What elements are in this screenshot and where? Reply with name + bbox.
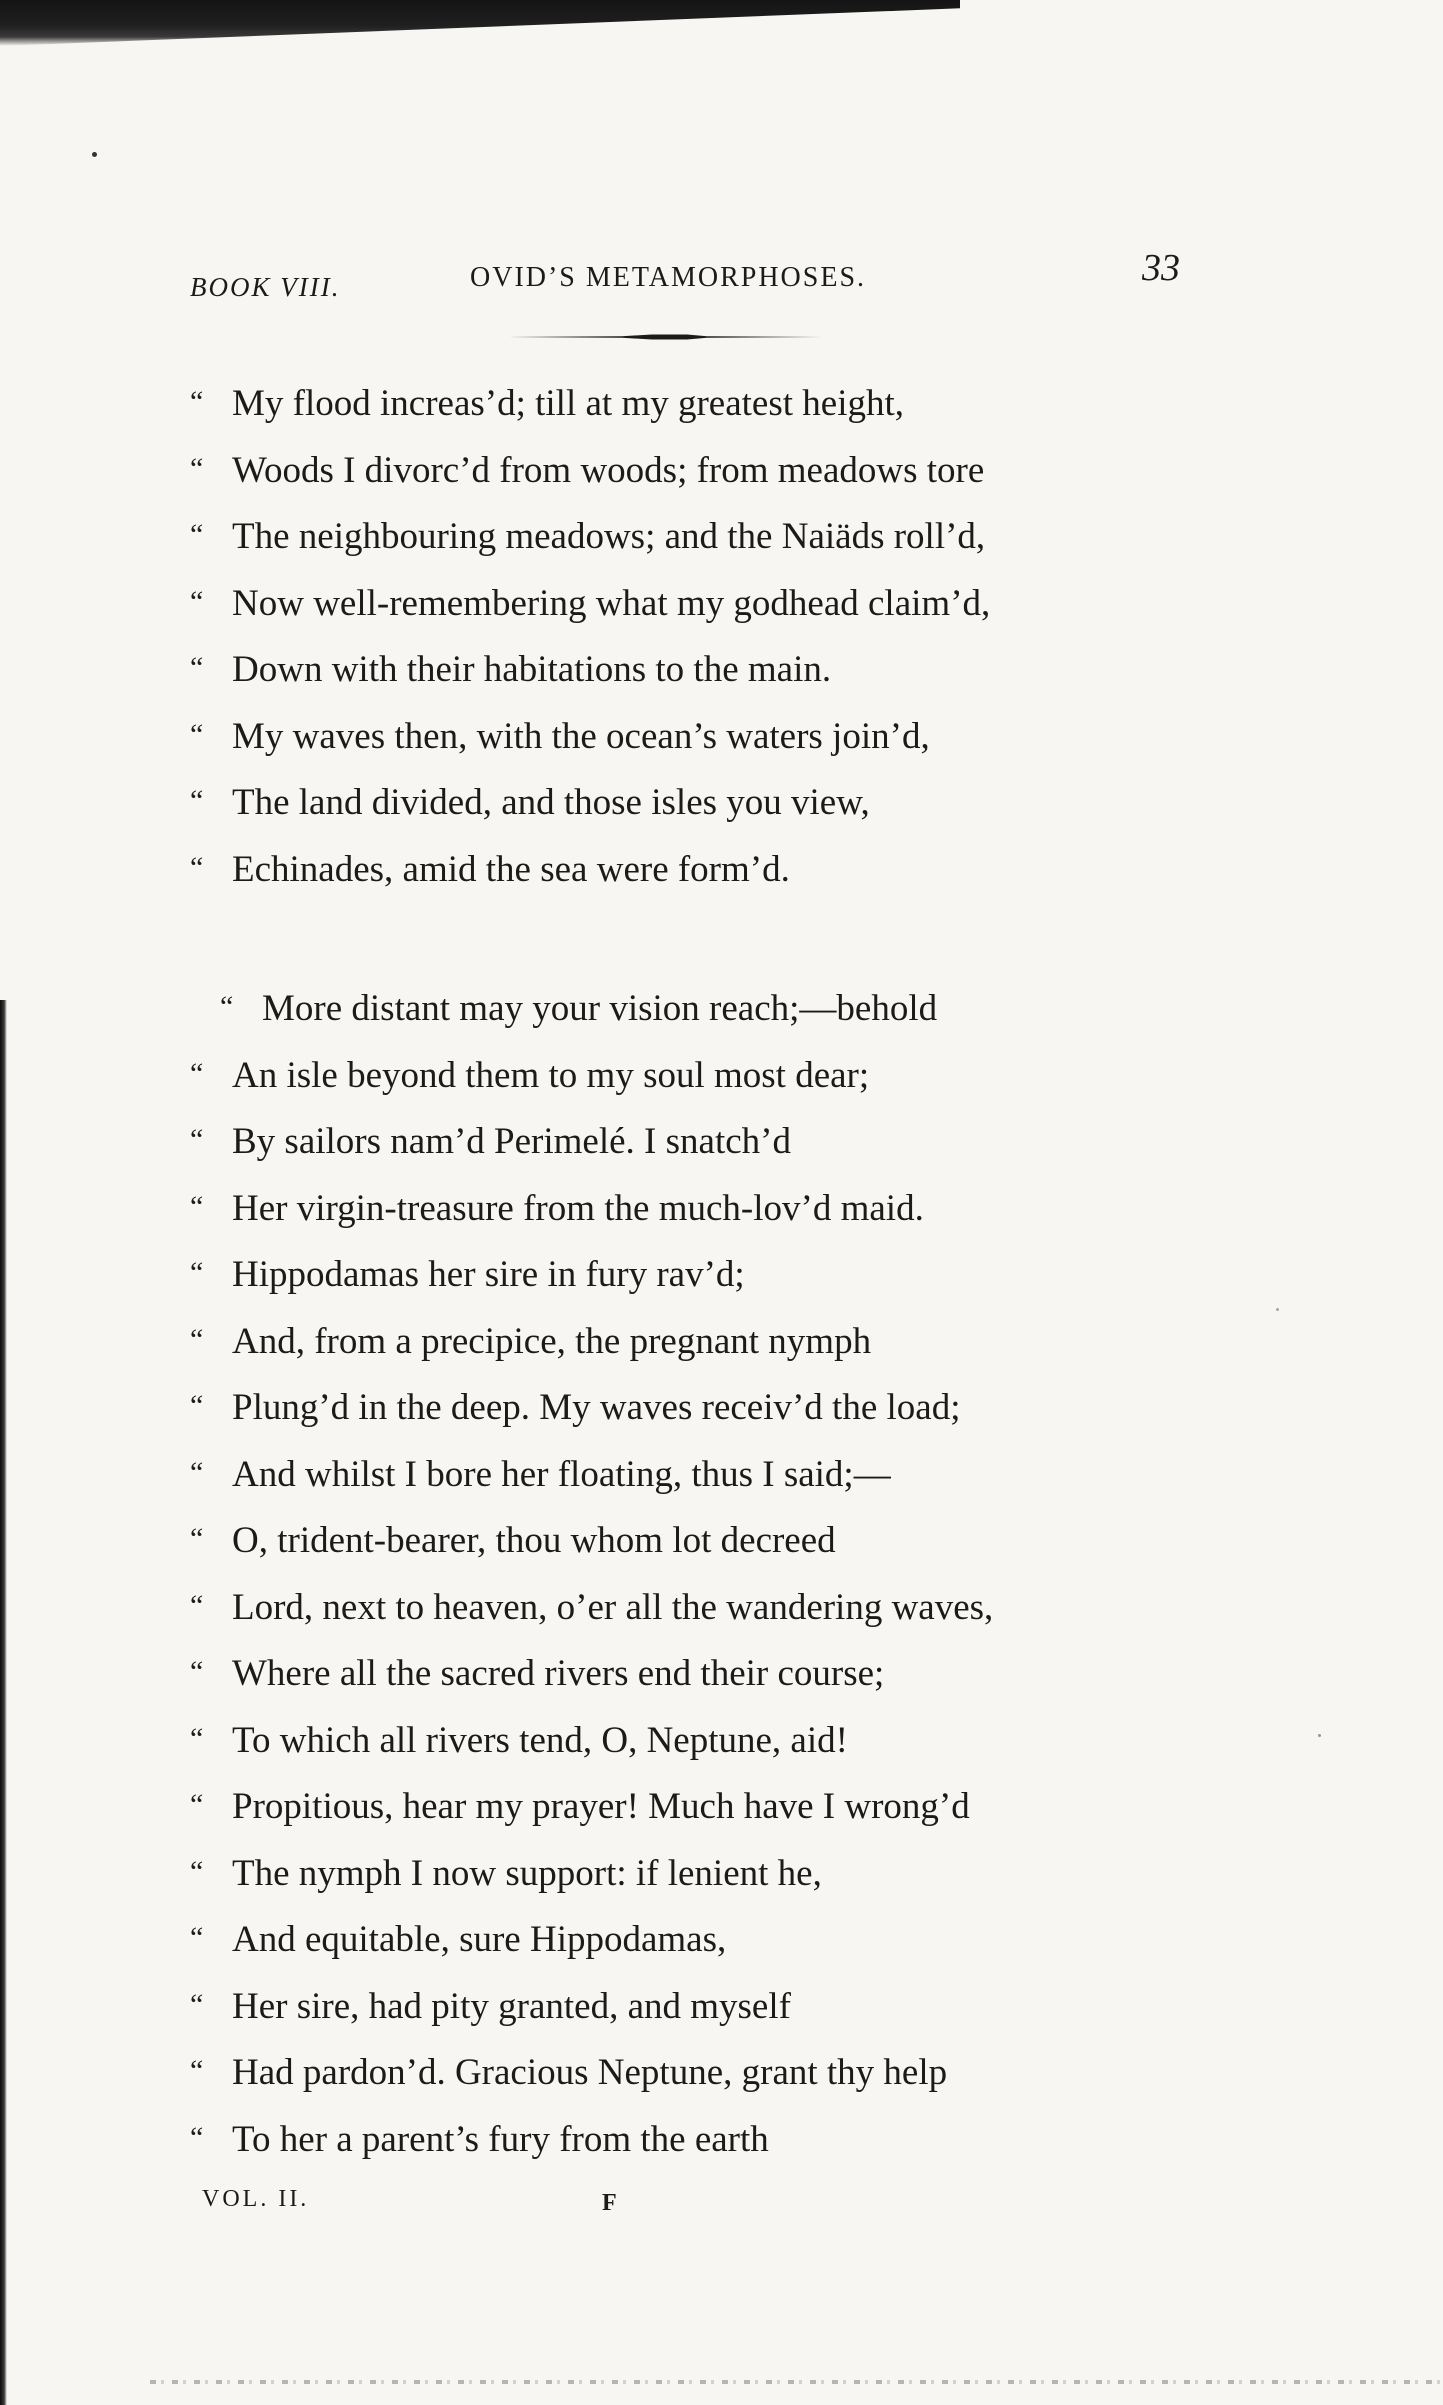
- quote-mark: “: [190, 2120, 204, 2154]
- quote-mark: “: [190, 1721, 204, 1755]
- verse-text: An isle beyond them to my soul most dear;: [232, 1054, 870, 1096]
- verse-line: [190, 1041, 1190, 1108]
- verse-line: [190, 835, 1190, 902]
- stanza-2: [190, 974, 1190, 2171]
- quote-mark: “: [190, 1655, 204, 1688]
- verse-line: [190, 1839, 1190, 1906]
- verse-line: [190, 502, 1190, 569]
- verse-text: And whilst I bore her floating, thus I said;—: [232, 1453, 891, 1495]
- quote-mark: “: [190, 2054, 204, 2087]
- verse-text: Had pardon’d. Gracious Neptune, grant thy help: [232, 2052, 948, 2093]
- verse-text: Now well-remembering what my godhead claim’d,: [232, 582, 991, 624]
- quote-mark: “: [190, 1389, 204, 1422]
- verse-line: [190, 1307, 1190, 1374]
- verse-text: Hippodamas her sire in fury rav’d;: [232, 1254, 745, 1295]
- verse-text: The nymph I now support: if lenient he,: [232, 1852, 822, 1894]
- verse-line: [190, 1905, 1190, 1972]
- verse-line: [190, 369, 1190, 436]
- quote-mark: “: [190, 385, 204, 418]
- scan-speck: [1276, 1308, 1279, 1311]
- verse-text: My flood increas’d; till at my greatest height,: [232, 383, 904, 424]
- verse-line: [190, 1506, 1190, 1573]
- quote-mark: “: [190, 1123, 204, 1156]
- verse-text: To which all rivers tend, O, Neptune, aid!: [232, 1719, 848, 1761]
- quote-mark: “: [190, 651, 204, 684]
- scan-top-shadow: [0, 0, 960, 46]
- verse-text: To her a parent’s fury from the earth: [232, 2118, 769, 2160]
- verse-line: [190, 1440, 1190, 1507]
- verse-text: And equitable, sure Hippodamas,: [232, 1919, 727, 1960]
- verse-text: Plung’d in the deep. My waves receiv’d the load;: [232, 1387, 961, 1428]
- scan-bottom-noise: [150, 2380, 1443, 2384]
- quote-mark: “: [190, 1056, 204, 1090]
- quote-mark: “: [190, 1256, 204, 1289]
- quote-mark: “: [190, 1189, 204, 1223]
- verse-text: And, from a precipice, the pregnant nymph: [232, 1320, 872, 1362]
- verse-text: Her virgin-treasure from the much-lov’d maid.: [232, 1187, 924, 1229]
- book-label: BOOK VIII.: [190, 272, 341, 302]
- signature-mark: F: [602, 2190, 617, 2216]
- verse-line: [190, 2038, 1190, 2105]
- verse-line: [190, 436, 1190, 503]
- verse-text: Her sire, had pity granted, and myself: [232, 1985, 791, 2027]
- quote-mark: “: [190, 1987, 204, 2021]
- verse-text: Echinades, amid the sea were form’d.: [232, 848, 790, 890]
- volume-label: VOL. II.: [202, 2186, 310, 2212]
- page-footer: [202, 2186, 702, 2226]
- verse-line: [190, 974, 1190, 1041]
- verse-line: [190, 768, 1190, 835]
- verse-text: O, trident-bearer, thou whom lot decreed: [232, 1520, 836, 1561]
- verse-text: By sailors nam’d Perimelé. I snatch’d: [232, 1121, 791, 1162]
- quote-mark: “: [190, 1921, 204, 1954]
- quote-mark: “: [190, 1788, 204, 1821]
- verse-line: [190, 1107, 1190, 1174]
- verse-text: My waves then, with the ocean’s waters join’d,: [232, 715, 930, 757]
- quote-mark: “: [190, 1522, 204, 1555]
- verse-line: [190, 1706, 1190, 1773]
- scan-speck: [92, 152, 97, 157]
- quote-mark: “: [190, 451, 204, 485]
- verse-text: Where all the sacred rivers end their course;: [232, 1653, 885, 1694]
- verse-line: [190, 2105, 1190, 2172]
- quote-mark: “: [190, 1455, 204, 1489]
- verse-text: The land divided, and those isles you view,: [232, 782, 870, 823]
- stanza-1: [190, 369, 1190, 901]
- verse-text: Woods I divorc’d from woods; from meadows tore: [232, 449, 985, 491]
- verse-text: Propitious, hear my prayer! Much have I wrong’d: [232, 1786, 970, 1827]
- verse-text: Down with their habitations to the main.: [232, 649, 832, 690]
- scan-left-shadow: [0, 1000, 7, 2405]
- quote-mark: “: [190, 1588, 204, 1622]
- verse-text: Lord, next to heaven, o’er all the wandering waves,: [232, 1586, 994, 1628]
- verse-line: [190, 569, 1190, 636]
- verse-line: [190, 1573, 1190, 1640]
- quote-mark: “: [190, 584, 204, 618]
- verse-line: [190, 1972, 1190, 2039]
- quote-mark: “: [190, 850, 204, 884]
- scan-speck: [1318, 1734, 1321, 1737]
- verse-text: The neighbouring meadows; and the Naiäds roll’d,: [232, 516, 986, 557]
- running-title: OVID’S METAMORPHOSES.: [470, 262, 867, 293]
- quote-mark: “: [190, 1854, 204, 1888]
- verse-text: More distant may your vision reach;—behold: [262, 988, 938, 1029]
- quote-mark: “: [220, 990, 234, 1023]
- quote-mark: “: [190, 717, 204, 751]
- quote-mark: “: [190, 518, 204, 551]
- verse-line: [190, 1240, 1190, 1307]
- running-head: [190, 247, 1200, 312]
- verse-line: [190, 1639, 1190, 1706]
- verse-line: [190, 1373, 1190, 1440]
- verse-line: [190, 635, 1190, 702]
- ornamental-rule: [502, 333, 822, 341]
- quote-mark: “: [190, 1322, 204, 1356]
- page-number: 33: [1142, 247, 1180, 289]
- quote-mark: “: [190, 784, 204, 817]
- verse-line: [190, 1772, 1190, 1839]
- verse-line: [190, 1174, 1190, 1241]
- verse-line: [190, 702, 1190, 769]
